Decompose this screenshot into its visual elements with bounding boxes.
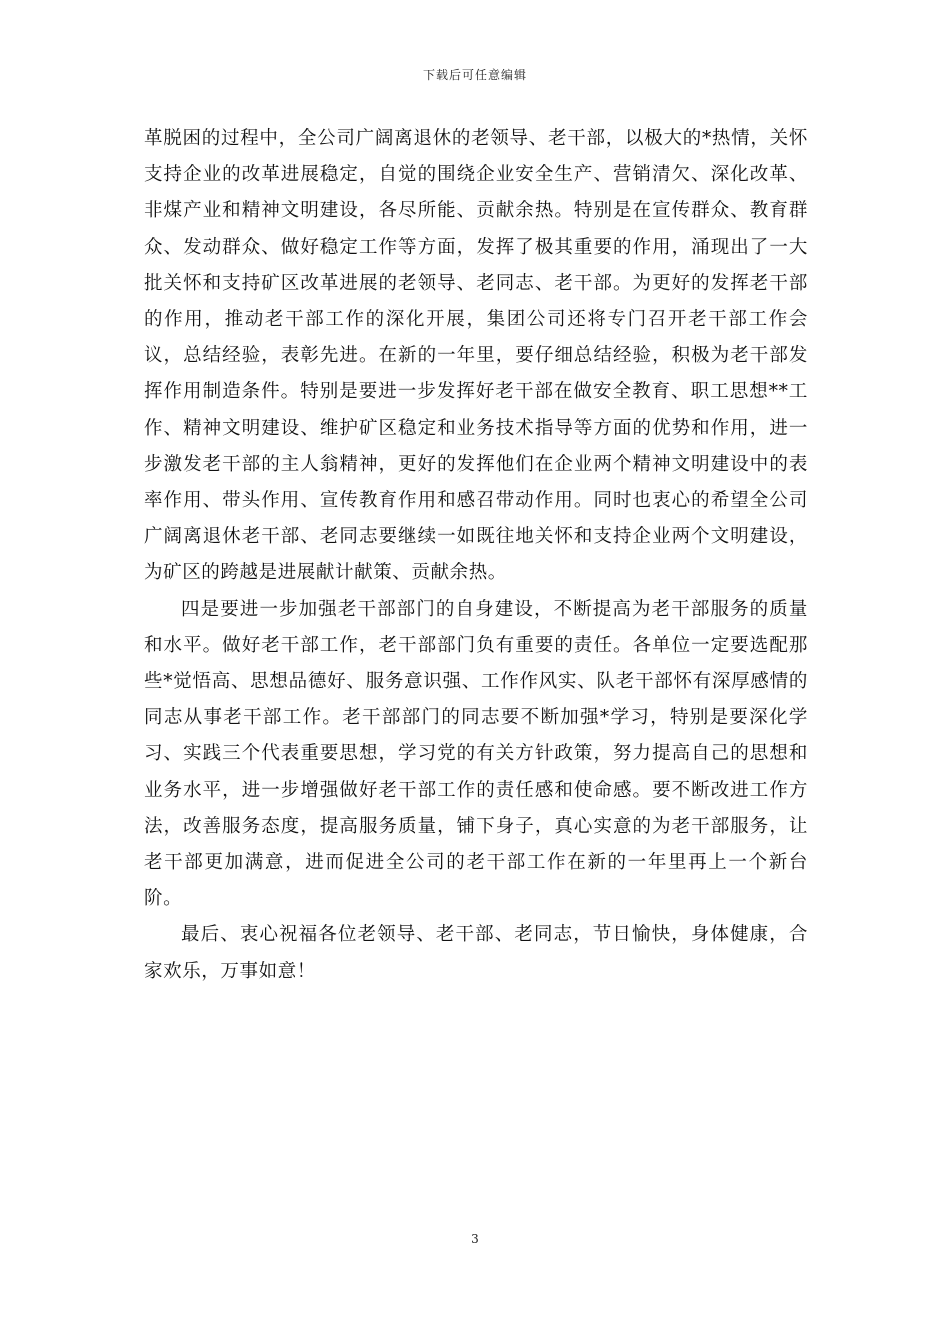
paragraph-1: 革脱困的过程中，全公司广阔离退休的老领导、老干部，以极大的*热情，关怀支持企业的改革进展稳定，自觉的围绕企业安全生产、营销清欠、深化改革、非煤产业和精神文明建设，各尽所能、贡献余热。特别是在宣传群众、教育群众、发动群众、做好稳定工作等方面，发挥了极其重要的作用，涌现出了一大批关怀和支持矿区改革进展的老领导、老同志、老干部。为更好的发挥老干部的作用，推动老干部工作的深化开展，集团公司还将专门召开老干部工作会议，总结经验，表彰先进。在新的一年里，要仔细总结经验，积极为老干部发挥作用制造条件。特别是要进一步发挥好老干部在做安全教育、职工思想**工作、精神文明建设、维护矿区稳定和业务技术指导等方面的优势和作用，进一步激发老干部的主人翁精神，更好的发挥他们在企业两个精神文明建设中的表率作用、带头作用、宣传教育作用和感召带动作用。同时也衷心的希望全公司广阔离退休老干部、老同志要继续一如既往地关怀和支持企业两个文明建设，为矿区的跨越是进展献计献策、贡献余热。 (144, 128, 808, 584)
page-header: 下载后可任意编辑 (422, 68, 527, 82)
document-body (144, 121, 808, 990)
paragraph-3: 最后、衷心祝福各位老领导、老干部、老同志，节日愉快，身体健康，合家欢乐，万事如意！ (144, 924, 808, 982)
paragraph-2: 四是要进一步加强老干部部门的自身建设，不断提高为老干部服务的质量和水平。做好老干部工作，老干部部门负有重要的责任。各单位一定要选配那些*觉悟高、思想品德好、服务意识强、工作作风实、队老干部怀有深厚感情的同志从事老干部工作。老干部部门的同志要不断加强*学习，特别是要深化学习、实践三个代表重要思想，学习党的有关方针政策，努力提高自己的思想和业务水平，进一步增强做好老干部工作的责任感和使命感。要不断改进工作方法，改善服务态度，提高服务质量，铺下身子，真心实意的为老干部服务，让老干部更加满意，进而促进全公司的老干部工作在新的一年里再上一个新台阶。 (144, 598, 808, 910)
page-number: 3 (471, 1232, 479, 1246)
